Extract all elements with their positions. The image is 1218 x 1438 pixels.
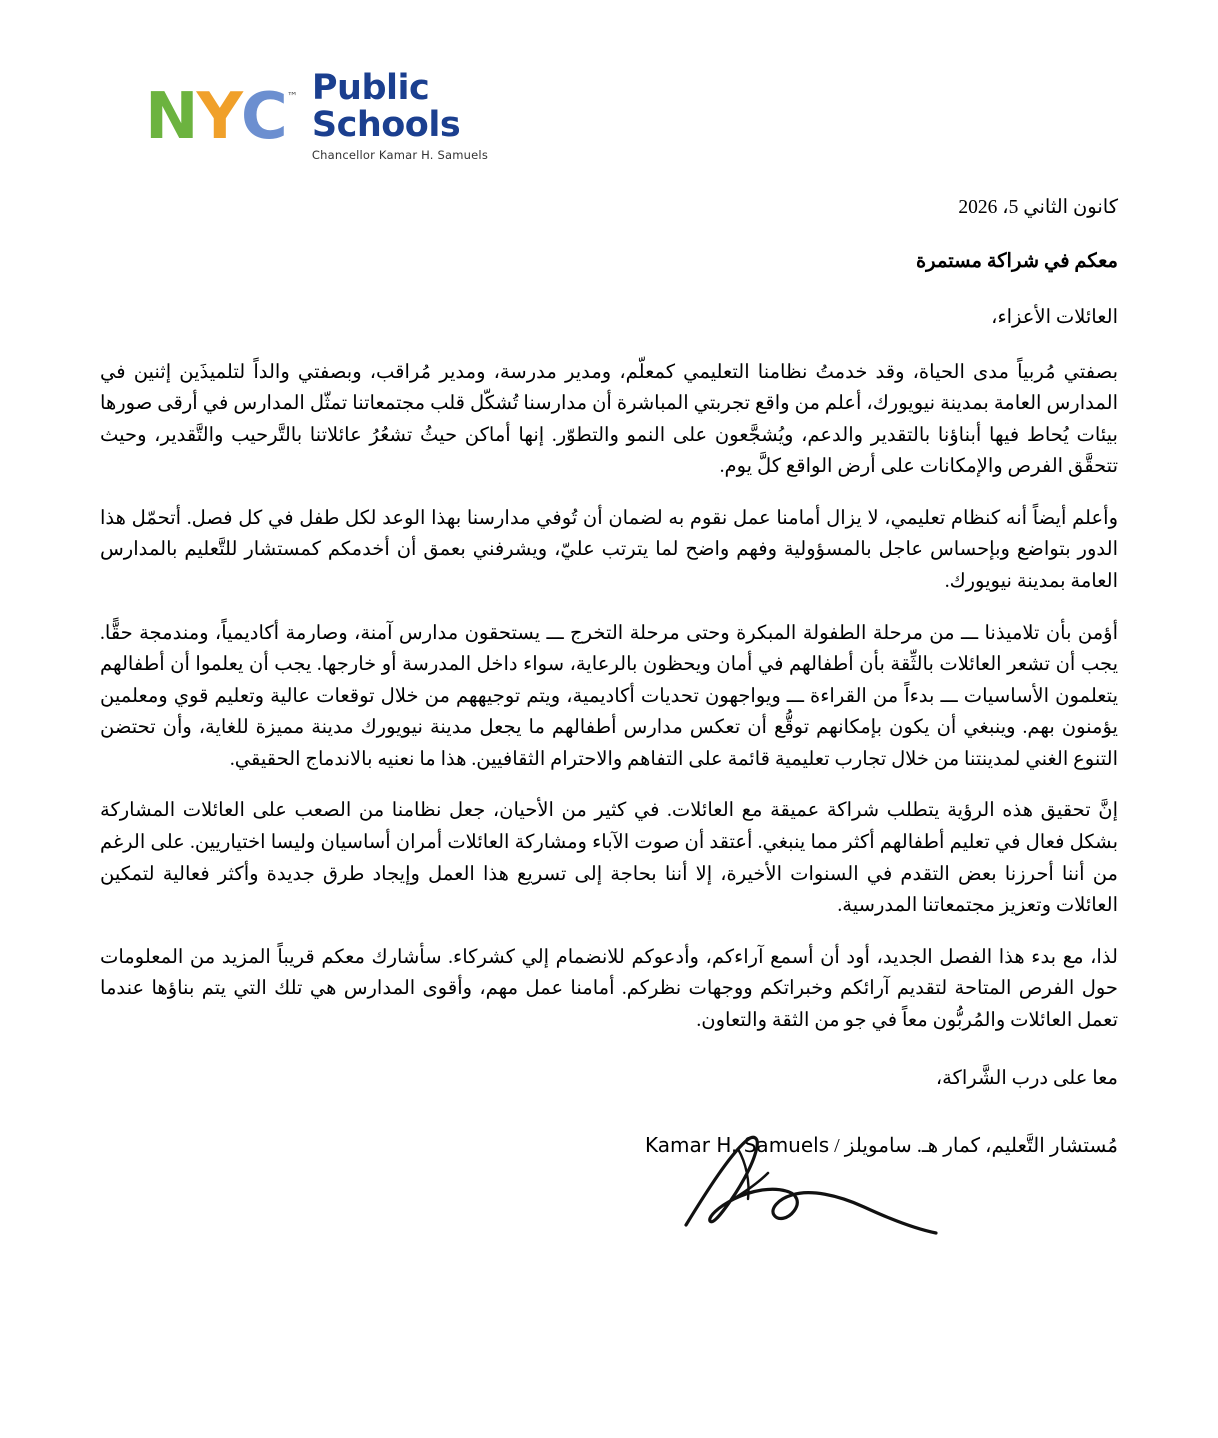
logo-chancellor-line: Chancellor Kamar H. Samuels [311,148,489,162]
signature-area [100,1129,1118,1279]
letter-paragraph: لذا، مع بدء هذا الفصل الجديد، أود أن أسمع آراءكم، وأدعوكم للانضمام إلي كشركاء. سأشارك معكم قريباً المزيد من المعلومات حول الفرص المتاحة لتقديم آرائكم وخبراتكم ووجهات نظركم. أمامنا عمل مهم، وأقوى المدارس هي تلك التي يتم بناؤها عندما تعمل العائلات والمُربُّون معاً في جو من الثقة والتعاون. [100,946,1118,1031]
logo-letter-y: Y [196,80,241,154]
letter-paragraph: بصفتي مُربياً مدى الحياة، وقد خدمتُ نظامنا التعليمي كمعلّم، ومدير مدرسة، ومدير مُراقب، وبصفتي والداً لتلميذَين إثنين في المدارس العامة بمدينة نيويورك، أعلم من واقع تجربتي المباشرة أن مدارسنا تُشكّل قلب مجتمعاتنا تمثّل المدارس في أرقى صورها بيئات يُحاط فيها أبناؤنا بالتقدير والدعم، ويُشجَّعون على النمو والتطوّر. إنها أماكن حيثُ تشعُرُ عائلاتنا بالتَّرحيب والتَّقدير، وحيث تتحقَّق الفرص والإمكانات على أرض الواقع كلَّ يوم. [100,361,1118,478]
letter-subject: معكم في شراكة مستمرة [915,251,1118,273]
letter-paragraph: وأعلم أيضاً أنه كنظام تعليمي، لا يزال أمامنا عمل نقوم به لضمان أن تُوفي مدارسنا بهذا الوعد لكل طفل في كل فصل. أتحمّل هذا الدور بتواضع وبإحساس عاجل بالمسؤولية وفهم واضح لما يترتب عليّ، ويشرفني بعمق أن أخدمكم كمستشار للتَّعليم بالمدارس العامة بمدينة نيويورك. [100,507,1118,592]
trademark-icon: ™ [286,90,298,103]
letter-closing: معا على درب الشَّراكة، [935,1067,1118,1089]
letter-paragraph: أؤمن بأن تلاميذنا ـــ من مرحلة الطفولة المبكرة وحتى مرحلة التخرج ـــ يستحقون مدارس آمنة، وصارمة أكاديمياً، ومندمجة حقًّا. يجب أن تشعر العائلات بالثِّقة بأن أطفالهم في أمان ويحظون بالرعاية، سواء داخل المدرسة أو خارجها. يجب أن يعلموا أن أطفالهم يتعلمون الأساسيات ـــ بدءاً من القراءة ـــ ويواجهون تحديات أكاديمية، ويتم توجيههم من خلال توقعات عالية وتعليم قوي ومعلمين يؤمنون بهم. وينبغي أن يكون بإمكانهم توقُّع أن تعكس مدارس أطفالهم ما يجعل مدينة نيويورك مدينة مميزة للغاية، وأن تحتضن التنوع الغني لمدينتنا من خلال تجارب تعليمية قائمة على التفاهم والاحترام الثقافيين. هذا ما نعنيه بالاندماج الحقيقي. [100,622,1118,770]
letter-date: كانون الثاني 5، 2026 [958,197,1118,218]
signature-icon [668,1129,968,1239]
logo-line-schools: Schools [311,105,461,145]
logo-line-public: Public [311,68,430,108]
logo-letter-n: N [145,80,197,154]
signature-name-latin: Kamar H. Samuels [645,1132,830,1157]
signature-name-arabic: مُستشار التَّعليم، كمار هـ. سامويلز / [834,1134,1118,1157]
nyc-wordmark-icon [145,80,298,154]
letter-salutation: العائلات الأعزاء، [991,307,1118,329]
letter-paragraph: إنَّ تحقيق هذه الرؤية يتطلب شراكة عميقة مع العائلات. في كثير من الأحيان، جعل نظامنا من الصعب على العائلات المشاركة بشكل فعال في تعليم أطفالهم أكثر مما ينبغي. أعتقد أن صوت الآباء ومشاركة العائلات أمران أساسيان وليسا اختياريين. على الرغم من أننا أحرزنا بعض التقدم في السنوات الأخيرة، إلا أننا بحاجة إلى تسريع هذا العمل وإيجاد طرق جديدة وأكثر فعالية لتمكين العائلات وتعزيز مجتمعاتنا المدرسية. [100,800,1118,917]
nyc-public-schools-logo [145,70,488,162]
logo-letter-c: C [240,80,286,154]
logo-text-block [312,70,488,162]
letter-body [100,192,1118,1279]
letterhead [100,70,1118,162]
